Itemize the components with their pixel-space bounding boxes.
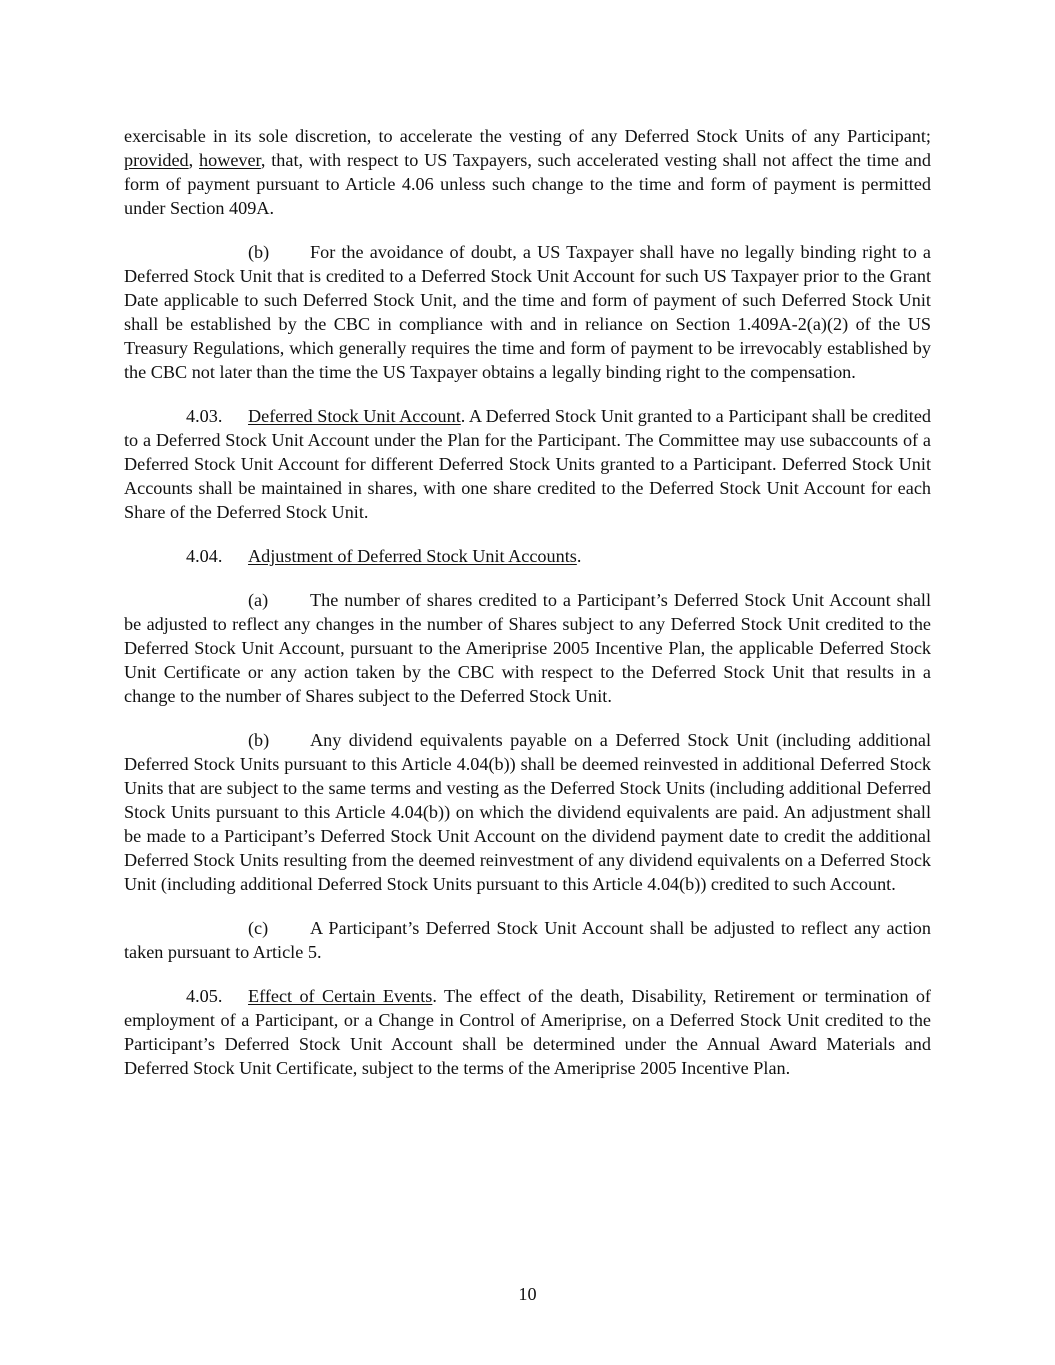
subsection-4-04-a [124,588,931,708]
section-number: 4.04. [186,546,223,566]
subsection-text: For the avoidance of doubt, a US Taxpayer shall have no legally binding right to a Deferred Stock Unit that is credited to a Deferred Stock Unit Account for such US Taxpayer prior to the Grant Date applicable to such Deferred Stock Unit, and the time and form of payment of such Deferred Stock Unit shall be established by the CBC in compliance with and in reliance on Section 1.409A-2(a)(2) of the US Treasury Regulations, which generally requires the time and form of payment to be irrevocably established by the CBC not later than the time the US Taxpayer obtains a legally binding right to the compensation. [124,242,931,382]
subsection-text: The number of shares credited to a Participant’s Deferred Stock Unit Account shall be adjusted to reflect any changes in the number of Shares subject to any Deferred Stock Unit credited to the Deferred Stock Unit Account, pursuant to the Ameriprise 2005 Incentive Plan, the applicable Deferred Stock Unit Certificate or any action taken by the CBC with respect to the Deferred Stock Unit that results in a change to the number of Shares subject to the Deferred Stock Unit. [124,590,931,706]
subsection-label: (c) [248,918,269,938]
however-term: however [199,150,261,170]
subsection-b-avoidance-of-doubt [124,240,931,384]
paragraph-vesting-acceleration [124,124,931,220]
section-number: 4.05. [186,986,223,1006]
section-heading: Adjustment of Deferred Stock Unit Accounts [248,546,577,566]
subsection-text: Any dividend equivalents payable on a Deferred Stock Unit (including additional Deferred Stock Units pursuant to this Article 4.04(b)) shall be deemed reinvested in additional Deferred Stock Units that are subject to the same terms and vesting as the Deferred Stock Units (including additional Deferred Stock Units pursuant to this Article 4.04(b)) on which the dividend equivalents are paid. An adjustment shall be made to a Participant’s Deferred Stock Unit Account on the dividend payment date to credit the additional Deferred Stock Units resulting from the deemed reinvestment of any dividend equivalents on a Deferred Stock Unit (including additional Deferred Stock Units pursuant to this Article 4.04(b)) credited to such Account. [124,730,931,894]
subsection-label: (b) [248,730,270,750]
section-heading: Deferred Stock Unit Account [248,406,461,426]
subsection-4-04-c [124,916,931,964]
paragraph-text: exercisable in its sole discretion, to accelerate the vesting of any Deferred Stock Units of any Participant; [124,126,931,146]
section-4-04 [124,544,931,568]
section-text: . A Deferred Stock Unit granted to a Participant shall be credited to a Deferred Stock Unit Account under the Plan for the Participant. The Committee may use subaccounts of a Deferred Stock Unit Account for different Deferred Stock Units granted to a Participant. Deferred Stock Unit Accounts shall be maintained in shares, with one share credited to the Deferred Stock Unit Account for each Share of the Deferred Stock Unit. [124,406,931,522]
comma-text: , [188,150,199,170]
section-number: 4.03. [186,406,223,426]
subsection-label: (b) [248,242,270,262]
subsection-label: (a) [248,590,269,610]
page-number: 10 [518,1284,537,1304]
section-4-03 [124,404,931,524]
paragraph-text: , that, with respect to US Taxpayers, such accelerated vesting shall not affect the time and form of payment pursuant to Article 4.06 unless such change to the time and form of payment is permitted under Section 409A. [124,150,931,218]
section-text: . The effect of the death, Disability, Retirement or termination of employment of a Participant, or a Change in Control of Ameriprise, on a Deferred Stock Unit credited to the Participant’s Deferred Stock Unit Account shall be determined under the Annual Award Materials and Deferred Stock Unit Certificate, subject to the terms of the Ameriprise 2005 Incentive Plan. [124,986,931,1078]
section-4-05 [124,984,931,1080]
subsection-text: A Participant’s Deferred Stock Unit Account shall be adjusted to reflect any action taken pursuant to Article 5. [124,918,931,962]
subsection-4-04-b [124,728,931,896]
provided-term: provided [124,150,189,170]
document-page [124,124,931,1100]
section-period: . [576,546,582,566]
section-heading: Effect of Certain Events [248,986,433,1006]
